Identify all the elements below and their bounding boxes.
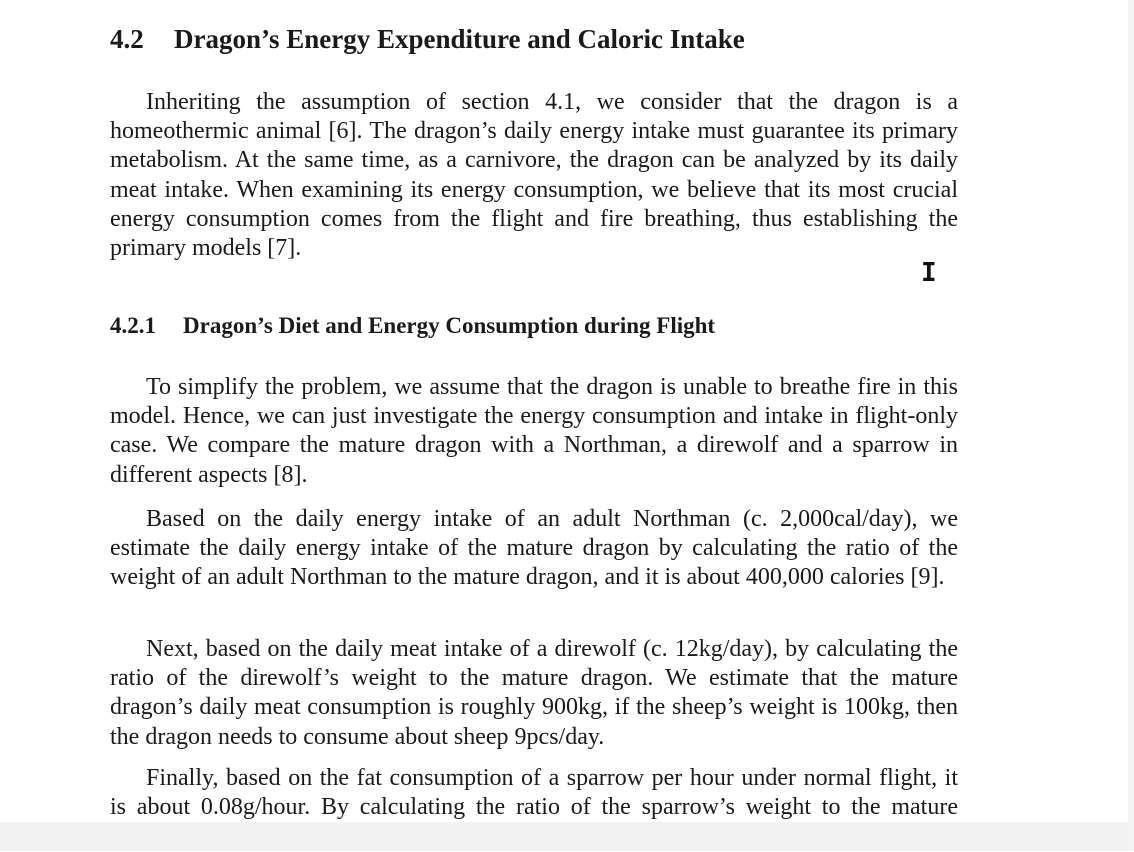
section-heading <box>110 24 745 55</box>
text-cursor-icon: I <box>921 258 937 288</box>
subsection-heading <box>110 313 715 339</box>
subsection-title: Dragon’s Diet and Energy Consumption during Flight <box>183 313 716 338</box>
page-bottom-edge <box>0 822 1134 851</box>
paragraph-sparrow: Finally, based on the fat consumption of a sparrow per hour under normal flight, it is about 0.08g/hour. By calculating the ratio of the sparrow’s weight to the mature <box>110 765 958 821</box>
section-number: 4.2 <box>110 24 144 54</box>
paragraph-intro: Inheriting the assumption of section 4.1, we consider that the dragon is a homeothermic animal [6]. The dragon’s daily energy intake must guarantee its primary metabolism. At the same time, as a carnivore, the dragon can be analyzed by its daily meat intake. When examining its energy consumption, we believe that its most crucial energy consumption comes from the flight and fire breathing, thus establishing the primary models [7]. <box>110 89 958 262</box>
paragraph-direwolf: Next, based on the daily meat intake of a direwolf (c. 12kg/day), by calculating the ratio of the direwolf’s weight to the mature dragon. We estimate that the mature dragon’s daily meat consumption is roughly 900kg, if the sheep’s weight is 100kg, then the dragon needs to consume about sheep 9pcs/day. <box>110 636 958 750</box>
paragraph-simplify: To simplify the problem, we assume that the dragon is unable to breathe fire in this model. Hence, we can just investigate the energy consumption and intake in flight-only case. We compare the mature dragon with a Northman, a direwolf and a sparrow in different aspects [8]. <box>110 374 958 488</box>
section-title: Dragon’s Energy Expenditure and Caloric Intake <box>174 24 745 54</box>
subsection-number: 4.2.1 <box>110 313 156 338</box>
paragraph-northman: Based on the daily energy intake of an adult Northman (c. 2,000cal/day), we estimate the daily energy intake of the mature dragon by calculating the ratio of the weight of an adult Northman to the mature dragon, and it is about 400,000 calories [9]. <box>110 506 958 591</box>
scrollbar[interactable] <box>1128 0 1134 851</box>
